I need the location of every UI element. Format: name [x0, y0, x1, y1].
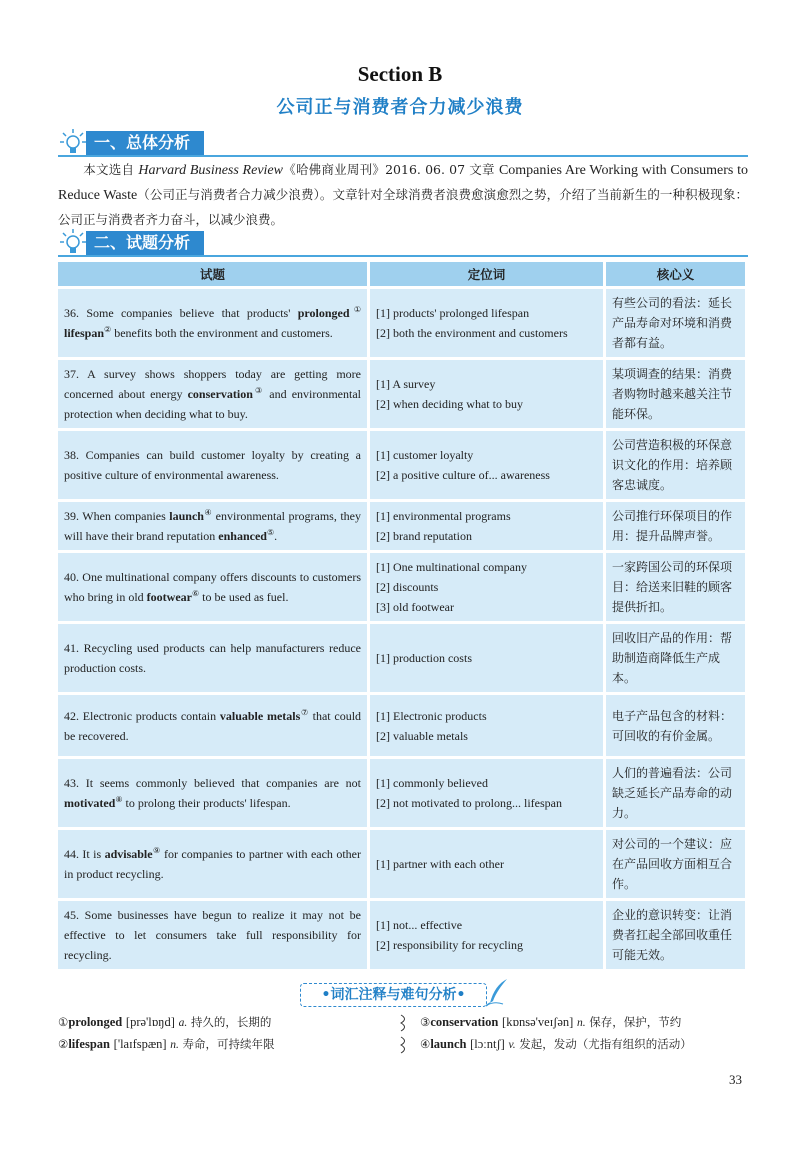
- table-row: [58, 830, 745, 901]
- locator-item: [1] One multinational company: [376, 560, 527, 574]
- lightbulb-icon: [58, 227, 88, 257]
- quill-pen-icon: [485, 977, 511, 1007]
- table-row: [58, 695, 745, 759]
- keyword: footwear: [146, 590, 192, 604]
- footnote-marker: ③: [252, 386, 265, 395]
- page-number: 33: [729, 1072, 742, 1087]
- core-meaning-cell: 回收旧产品的作用：帮助制造商降低生产成本。: [606, 624, 745, 695]
- overview-heading-label: 一、总体分析: [86, 131, 204, 155]
- vocab-num: ②: [58, 1037, 69, 1051]
- keyword: valuable metals: [219, 708, 301, 723]
- locator-item: [1] environmental programs: [376, 509, 511, 523]
- question-text: benefits both the environment and customers.: [111, 326, 333, 340]
- question-cell: [58, 360, 370, 431]
- question-text: 41. Recycling used products can help manufacturers reduce production costs.: [64, 641, 361, 675]
- table-header-locator: 定位词: [370, 262, 606, 289]
- locator-item: [3] old footwear: [376, 600, 454, 614]
- footnote-marker: ⑥: [191, 589, 200, 598]
- vocab-pos: v.: [508, 1039, 516, 1051]
- analysis-heading-label: 二、试题分析: [86, 231, 204, 255]
- table-row: [58, 289, 745, 360]
- vocab-meaning: 持久的，长期的: [190, 1015, 272, 1029]
- locator-item: [2] not motivated to prolong... lifespan: [376, 796, 562, 810]
- question-cell: [58, 624, 370, 695]
- footnote-marker: ②: [104, 325, 112, 334]
- vocab-pos: n.: [576, 1017, 586, 1029]
- overview-text: [58, 158, 748, 232]
- table-row: [58, 553, 745, 624]
- table-row: [58, 360, 745, 431]
- analysis-heading: [58, 231, 748, 257]
- vocab-phonetic: [lɔːntʃ]: [470, 1037, 505, 1051]
- question-text: 38. Companies can build customer loyalty by creating a positive culture of environmental awareness.: [64, 448, 361, 482]
- question-text: for companies to partner with each other in product recycling.: [64, 847, 361, 881]
- vocab-meaning: 保存，保护，节约: [589, 1015, 682, 1029]
- table-header-question: 试题: [58, 262, 370, 289]
- core-meaning-cell: 一家跨国公司的环保项目：给送来旧鞋的顾客提供折扣。: [606, 553, 745, 624]
- vocab-item: [58, 1034, 275, 1056]
- locator-item: [1] partner with each other: [376, 857, 504, 871]
- locator-item: [2] discounts: [376, 580, 439, 594]
- vocab-meaning: 寿命，可持续年限: [182, 1037, 275, 1051]
- vocab-word: conservation: [430, 1015, 499, 1029]
- locator-cell: [370, 830, 606, 901]
- vocab-num: ③: [420, 1015, 431, 1029]
- overview-article-title: Companies Are Working with Consumers to Reduce Waste: [58, 163, 748, 203]
- question-text: 45. Some businesses have begun to realize it may not be effective to let consumers take full responsibility for recycling.: [64, 908, 361, 962]
- lightbulb-icon: [58, 127, 88, 157]
- locator-cell: [370, 553, 606, 624]
- vocab-num: ①: [58, 1015, 69, 1029]
- locator-cell: [370, 759, 606, 830]
- footnote-marker: ⑨: [152, 846, 161, 855]
- question-cell: [58, 830, 370, 901]
- overview-source: Harvard Business Review: [138, 163, 283, 178]
- vocab-word: launch: [430, 1037, 467, 1051]
- overview-heading: [58, 131, 748, 157]
- overview-text-part: （公司正与消费者合力减少浪费）。文章针对全球消费者浪费愈演愈烈之势，介绍了当前新生的一种积极现象：公司正与消费者齐力奋斗，以减少浪费。: [58, 187, 748, 227]
- locator-item: [2] a positive culture of... awareness: [376, 468, 550, 482]
- vocab-pos: n.: [170, 1039, 179, 1051]
- vocab-word: lifespan: [68, 1037, 110, 1051]
- vocab-phonetic: [kɒnsə'veɪʃən]: [502, 1015, 574, 1029]
- locator-item: [1] customer loyalty: [376, 448, 474, 462]
- overview-text-part: 《哈佛商业周刊》2016. 06. 07 文章: [282, 162, 499, 177]
- locator-cell: [370, 624, 606, 695]
- core-meaning-cell: 人们的普遍看法：公司缺乏延长产品寿命的动力。: [606, 759, 745, 830]
- overview-text-part: 本文选自: [83, 162, 139, 177]
- keyword: lifespan: [64, 326, 105, 340]
- question-text: 43. It seems commonly believed that companies are not: [64, 776, 361, 790]
- locator-item: [2] both the environment and customers: [376, 326, 568, 340]
- locator-cell: [370, 289, 606, 360]
- vocab-banner-label: •词汇注释与难句分析•: [300, 983, 487, 1007]
- question-text: and environmental protection when deciding what to buy.: [64, 387, 362, 421]
- question-text: environmental programs, they will have their brand reputation: [64, 509, 361, 543]
- core-meaning-cell: 某项调查的结果：消费者购物时越来越关注节能环保。: [606, 360, 745, 431]
- locator-item: [1] A survey: [376, 377, 436, 391]
- footnote-marker: ①: [349, 305, 362, 314]
- question-cell: [58, 289, 370, 360]
- core-meaning-cell: 电子产品包含的材料：可回收的有价金属。: [606, 695, 745, 759]
- question-text: to be used as fuel.: [199, 590, 289, 604]
- question-text: 44. It is: [64, 847, 105, 861]
- core-meaning-cell: 公司营造积极的环保意识文化的作用：培养顾客忠诚度。: [606, 431, 745, 502]
- question-text: 37. A survey shows shoppers today are getting more concerned about energy: [64, 367, 361, 401]
- locator-cell: [370, 901, 606, 972]
- locator-item: [2] responsibility for recycling: [376, 938, 523, 952]
- locator-item: [1] not... effective: [376, 918, 463, 932]
- core-meaning-cell: 有些公司的看法：延长产品寿命对环境和消费者都有益。: [606, 289, 745, 360]
- locator-item: [1] products' prolonged lifespan: [376, 306, 530, 320]
- table-row: [58, 431, 745, 502]
- question-text: 39. When companies: [64, 509, 170, 523]
- locator-item: [2] when deciding what to buy: [376, 397, 523, 411]
- core-meaning-cell: 公司推行环保项目的作用：提升品牌声誉。: [606, 502, 745, 553]
- vocab-item: [420, 1012, 681, 1034]
- question-text: 40. One multinational company offers discounts to customers who bring in old: [64, 570, 361, 604]
- question-cell: [58, 759, 370, 830]
- footnote-marker: ⑦: [300, 707, 309, 717]
- question-cell: [58, 431, 370, 502]
- core-meaning-cell: 对公司的一个建议：应在产品回收方面相互合作。: [606, 830, 745, 901]
- table-row: [58, 759, 745, 830]
- question-cell: [58, 502, 370, 553]
- vocab-item: [58, 1012, 271, 1034]
- locator-item: [1] Electronic products: [376, 708, 487, 723]
- vocab-pos: a.: [178, 1017, 188, 1029]
- keyword: enhanced: [218, 529, 267, 543]
- table-row: [58, 502, 745, 553]
- question-cell: [58, 901, 370, 972]
- question-cell: [58, 695, 370, 759]
- keyword: conservation: [187, 387, 253, 401]
- analysis-table: [58, 262, 745, 972]
- section-subtitle: 公司正与消费者合力减少浪费: [276, 97, 524, 118]
- table-row: [58, 624, 745, 695]
- vocab-phonetic: ['laɪfspæn]: [113, 1037, 167, 1051]
- table-header-core: 核心义: [606, 262, 745, 289]
- question-text: that could be recovered.: [64, 708, 362, 743]
- footnote-marker: ⑤: [266, 528, 275, 537]
- question-text: 36. Some companies believe that products': [64, 306, 298, 320]
- vocab-num: ④: [420, 1037, 431, 1051]
- section-title: Section B: [357, 62, 443, 86]
- locator-item: [1] production costs: [376, 651, 472, 665]
- question-text: 42. Electronic products contain: [64, 708, 220, 723]
- locator-item: [1] commonly believed: [376, 776, 488, 790]
- keyword: prolonged: [297, 306, 350, 320]
- locator-item: [2] brand reputation: [376, 529, 472, 543]
- footnote-marker: ④: [203, 508, 213, 517]
- table-row: [58, 901, 745, 972]
- locator-item: [2] valuable metals: [376, 728, 468, 743]
- vocab-meaning: 发起，发动（尤指有组织的活动）: [519, 1037, 692, 1051]
- vocab-phonetic: [prə'lɒŋd]: [125, 1015, 175, 1029]
- keyword: motivated: [64, 796, 116, 810]
- locator-cell: [370, 360, 606, 431]
- spiral-divider: [398, 1013, 410, 1057]
- question-text: to prolong their products' lifespan.: [122, 796, 291, 810]
- question-text: .: [274, 529, 278, 543]
- keyword: launch: [169, 509, 204, 523]
- question-cell: [58, 553, 370, 624]
- keyword: advisable: [104, 847, 153, 861]
- vocab-item: [420, 1034, 692, 1056]
- vocab-banner: [300, 983, 500, 1007]
- locator-cell: [370, 695, 606, 759]
- locator-cell: [370, 431, 606, 502]
- vocab-word: prolonged: [68, 1015, 123, 1029]
- locator-cell: [370, 502, 606, 553]
- footnote-marker: ⑧: [115, 795, 123, 804]
- core-meaning-cell: 企业的意识转变：让消费者扛起全部回收重任可能无效。: [606, 901, 745, 972]
